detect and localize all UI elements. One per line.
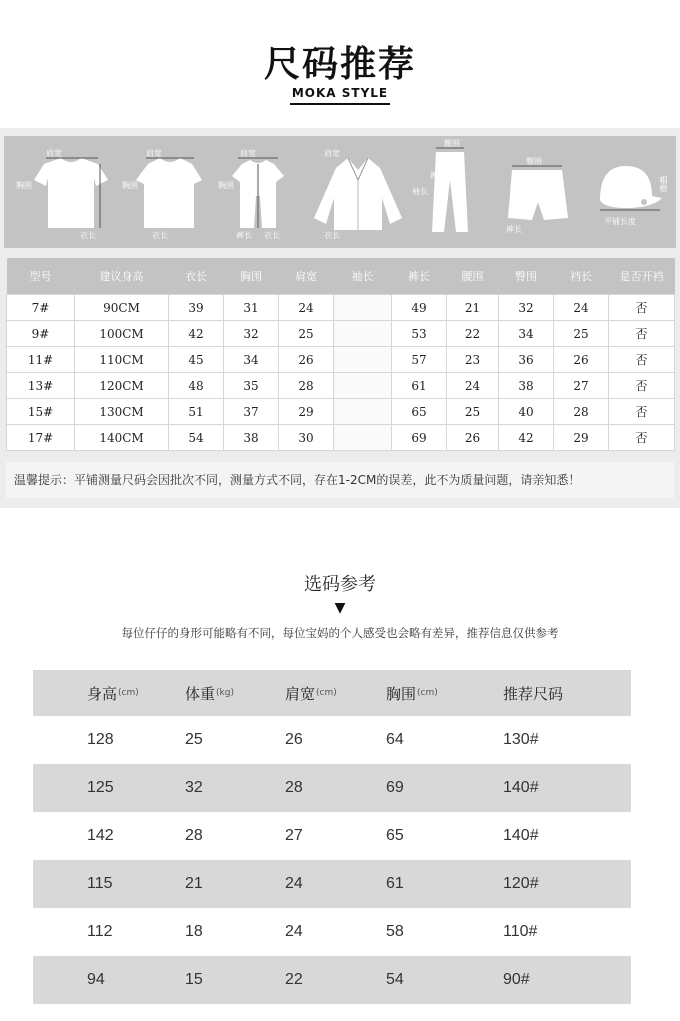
table-cell: 130# (503, 731, 539, 748)
label-chest: 胸围 (122, 181, 138, 190)
table-cell: 21 (185, 875, 203, 892)
table-cell: 23 (447, 347, 499, 373)
table-cell: 45 (169, 347, 224, 373)
table-cell: 7# (7, 295, 75, 321)
hat-icon (592, 136, 672, 248)
header-cell: 腰围 (447, 258, 499, 295)
pants-illustration (404, 136, 494, 248)
label-hip: 臀围 (526, 157, 542, 166)
measurement-tip: 温馨提示：平铺测量尺码会因批次不同，测量方式不同，存在1-2CM的误差，此不为质量问题，请亲知悉！ (6, 462, 674, 498)
arrow-down-icon: ▼ (334, 600, 346, 616)
table-cell: 128 (87, 731, 114, 748)
reference-note: 每位仔仔的身形可能略有不同，每位宝妈的个人感受也会略有差异，推荐信息仅供参考 (121, 626, 559, 640)
table-cell: 100CM (75, 321, 169, 347)
header-cell: 胸围 (224, 258, 279, 295)
table-cell: 39 (169, 295, 224, 321)
table-cell: 24 (285, 923, 303, 940)
table-cell: 34 (499, 321, 554, 347)
table-cell: 40 (499, 399, 554, 425)
table-cell: 24 (447, 373, 499, 399)
header-cell: 裆长 (554, 258, 609, 295)
table-cell: 53 (392, 321, 447, 347)
table-cell: 65 (386, 827, 404, 844)
table-cell: 36 (499, 347, 554, 373)
table-row (7, 399, 675, 425)
table-row (33, 908, 631, 956)
table-cell: 64 (386, 731, 404, 748)
table-cell: 49 (392, 295, 447, 321)
table-row (7, 295, 675, 321)
brand-subtitle (0, 86, 680, 100)
table-cell: 54 (386, 971, 404, 988)
table-cell: 69 (392, 425, 447, 451)
table-cell: 30 (279, 425, 334, 451)
header-unit: (cm) (316, 688, 337, 698)
table-cell: 否 (609, 295, 675, 321)
header-cell: 肩宽 (279, 258, 334, 295)
table-row (7, 373, 675, 399)
table-cell: 38 (499, 373, 554, 399)
table-cell: 115 (87, 875, 113, 892)
header-shoulder (285, 670, 337, 716)
table-cell: 28 (185, 827, 203, 844)
label-waist: 腰围 (444, 139, 460, 148)
label-pants-length: 裤长 (430, 171, 446, 180)
table-cell: 38 (224, 425, 279, 451)
table-cell (334, 295, 392, 321)
header-weight (185, 670, 234, 716)
header-unit: (cm) (417, 688, 438, 698)
brand-subtitle-text: MOKA STYLE (290, 86, 390, 105)
table-row (33, 860, 631, 908)
tshirt-illustration (16, 136, 116, 248)
table-cell: 9# (7, 321, 75, 347)
table-cell: 22 (447, 321, 499, 347)
header-label: 身高 (87, 684, 118, 703)
table-cell: 65 (392, 399, 447, 425)
table-cell: 61 (386, 875, 404, 892)
table-cell: 32 (224, 321, 279, 347)
table-cell: 24 (554, 295, 609, 321)
table-row (7, 347, 675, 373)
size-table (6, 258, 675, 451)
table-cell: 48 (169, 373, 224, 399)
table-cell: 120# (503, 875, 539, 892)
label-chest: 胸围 (16, 181, 32, 190)
header-height (87, 670, 139, 716)
table-cell: 90CM (75, 295, 169, 321)
header-cell: 衣长 (169, 258, 224, 295)
table-cell: 35 (224, 373, 279, 399)
header-recommended-size (503, 670, 563, 716)
table-cell: 25 (185, 731, 203, 748)
table-cell: 51 (169, 399, 224, 425)
label-shoulder: 肩宽 (146, 149, 162, 158)
label-length: 衣长 (80, 231, 96, 240)
table-cell (334, 321, 392, 347)
table-cell: 125 (87, 779, 114, 796)
table-cell: 32 (499, 295, 554, 321)
jacket-icon (302, 136, 414, 248)
table-cell: 26 (554, 347, 609, 373)
label-length: 衣长 (324, 231, 340, 240)
table-cell: 130CM (75, 399, 169, 425)
table-cell: 22 (285, 971, 303, 988)
table-row (33, 716, 631, 764)
table-cell: 90# (503, 971, 530, 988)
table-cell: 58 (386, 923, 404, 940)
table-cell: 34 (224, 347, 279, 373)
label-pants-length: 裤长 (506, 225, 522, 234)
table-cell: 28 (554, 399, 609, 425)
dress-illustration (122, 136, 218, 248)
table-cell: 18 (185, 923, 203, 940)
table-cell: 42 (499, 425, 554, 451)
table-cell: 25 (279, 321, 334, 347)
header-label: 胸围 (386, 684, 417, 703)
page-title: 尺码推荐 (263, 44, 416, 85)
table-cell: 28 (285, 779, 303, 796)
table-cell: 29 (279, 399, 334, 425)
label-chest: 胸围 (218, 181, 234, 190)
table-cell: 27 (285, 827, 303, 844)
table-cell: 57 (392, 347, 447, 373)
table-cell: 140CM (75, 425, 169, 451)
header-cell: 裤长 (392, 258, 447, 295)
garment-illustration-strip (4, 136, 676, 248)
table-cell: 否 (609, 399, 675, 425)
header-cell: 袖长 (334, 258, 392, 295)
table-cell: 61 (392, 373, 447, 399)
table-cell: 140# (503, 827, 539, 844)
table-cell: 否 (609, 347, 675, 373)
table-cell: 15# (7, 399, 75, 425)
romper-icon (214, 136, 304, 248)
table-cell: 42 (169, 321, 224, 347)
header-unit: (kg) (216, 688, 234, 698)
table-cell: 24 (285, 875, 303, 892)
jacket-illustration (302, 136, 414, 248)
table-row (33, 764, 631, 812)
header-label: 体重 (185, 684, 216, 703)
table-cell: 37 (224, 399, 279, 425)
label-shoulder: 肩宽 (240, 149, 256, 158)
table-cell: 17# (7, 425, 75, 451)
size-table-header (7, 258, 675, 295)
table-row (7, 321, 675, 347)
label-shoulder: 肩宽 (324, 149, 340, 158)
table-cell: 142 (87, 827, 114, 844)
header-cell: 建议身高 (75, 258, 169, 295)
table-cell: 27 (554, 373, 609, 399)
table-cell (334, 425, 392, 451)
reference-table (33, 670, 631, 1004)
hat-illustration (592, 136, 672, 248)
reference-title: 选码参考 (304, 574, 376, 595)
table-cell: 25 (447, 399, 499, 425)
table-cell: 112 (87, 923, 113, 940)
table-cell: 否 (609, 425, 675, 451)
header-cell: 是否开裆 (609, 258, 675, 295)
label-brim: 帽檐 (659, 176, 668, 192)
table-cell: 15 (185, 971, 203, 988)
table-cell: 120CM (75, 373, 169, 399)
label-length: 衣长 (264, 231, 280, 240)
table-cell: 54 (169, 425, 224, 451)
table-row (33, 956, 631, 1004)
table-cell: 26 (279, 347, 334, 373)
header-chest (386, 670, 438, 716)
table-cell: 28 (279, 373, 334, 399)
table-cell: 11# (7, 347, 75, 373)
table-cell: 26 (447, 425, 499, 451)
table-cell: 110CM (75, 347, 169, 373)
label-length: 衣长 (152, 231, 168, 240)
header-cell: 型号 (7, 258, 75, 295)
header-cell: 臀围 (499, 258, 554, 295)
table-cell: 110# (503, 923, 538, 940)
table-cell: 94 (87, 971, 105, 988)
header-label: 肩宽 (285, 684, 316, 703)
table-cell: 否 (609, 321, 675, 347)
table-row (7, 425, 675, 451)
dress-icon (122, 136, 218, 248)
table-cell (334, 373, 392, 399)
table-cell: 69 (386, 779, 404, 796)
table-cell: 13# (7, 373, 75, 399)
label-shoulder: 肩宽 (46, 149, 62, 158)
table-cell: 31 (224, 295, 279, 321)
reference-table-header (33, 670, 631, 716)
table-cell (334, 399, 392, 425)
table-cell: 29 (554, 425, 609, 451)
table-cell (334, 347, 392, 373)
header-label: 推荐尺码 (503, 684, 564, 703)
table-cell: 24 (279, 295, 334, 321)
table-cell: 32 (185, 779, 203, 796)
shorts-illustration (496, 136, 580, 248)
table-row (33, 812, 631, 860)
label-pants-length: 裤长 (236, 231, 252, 240)
label-flat-length: 平铺长度 (604, 217, 636, 226)
romper-illustration (214, 136, 304, 248)
tshirt-icon (16, 136, 116, 248)
table-cell: 140# (503, 779, 539, 796)
header-unit: (cm) (118, 688, 139, 698)
label-sleeve: 袖长 (412, 187, 428, 196)
table-cell: 21 (447, 295, 499, 321)
table-cell: 否 (609, 373, 675, 399)
table-cell: 26 (285, 731, 303, 748)
table-cell: 25 (554, 321, 609, 347)
